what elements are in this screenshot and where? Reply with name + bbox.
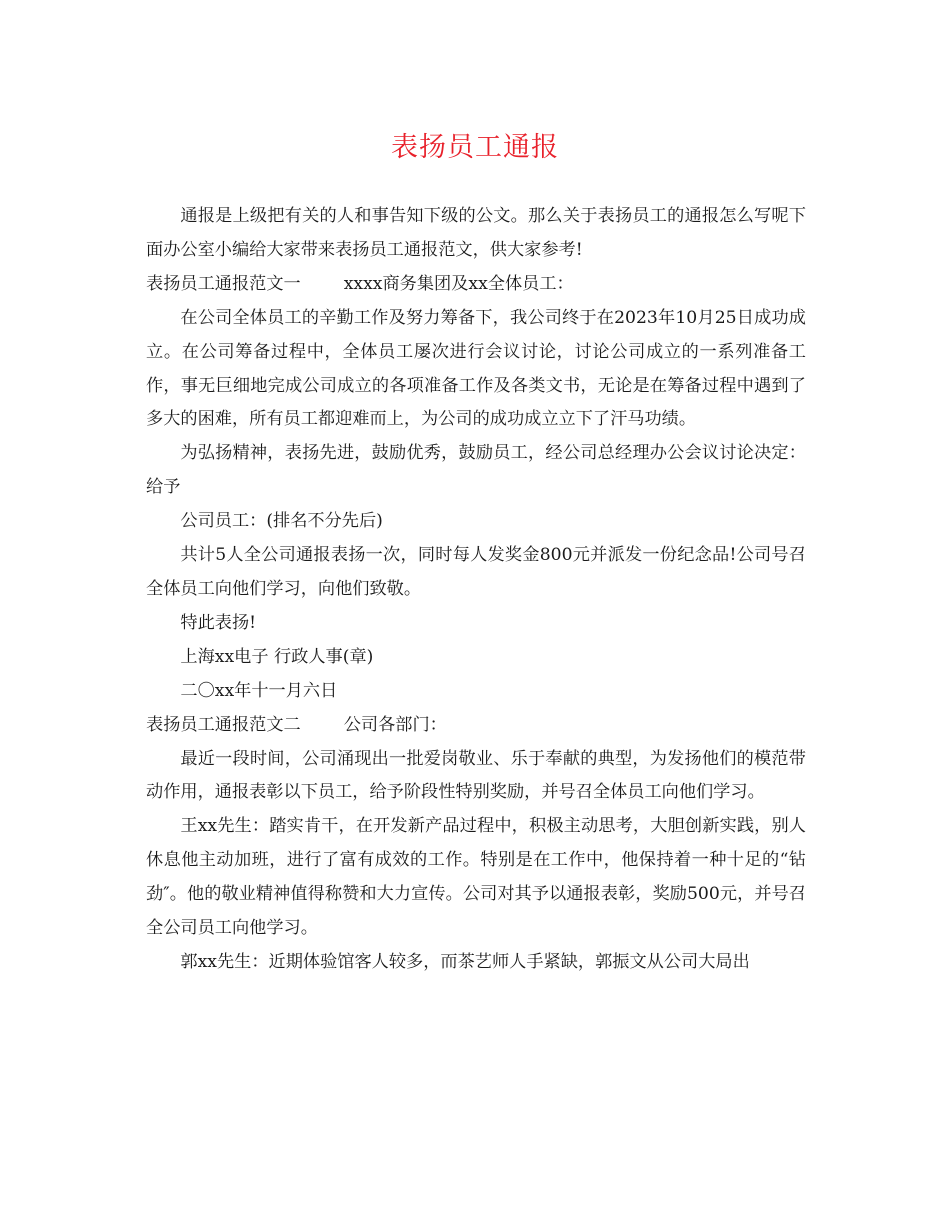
signature-line: 上海xx电子 行政人事(章) — [180, 646, 374, 667]
document-title: 表扬员工通报 — [391, 132, 559, 163]
closing-remark: 特此表扬! — [180, 612, 257, 633]
sample-one-salutation: xxxx商务集团及xx全体员工： — [343, 273, 574, 294]
sample-two-heading-line — [146, 709, 806, 743]
sample-two-heading: 表扬员工通报范文二 — [146, 714, 301, 735]
intro-paragraph: 通报是上级把有关的人和事告知下级的公文。那么关于表扬员工的通报怎么写呢下面办公室小编给大家带来表扬员工通报范文，供大家参考! — [146, 206, 806, 260]
document-body — [146, 200, 806, 980]
body-paragraph: 王xx先生：踏实肯干，在开发新产品过程中，积极主动思考，大胆创新实践，别人休息他主动加班，进行了富有成效的工作。特别是在工作中，他保持着一种十足的“钻劲″。他的敬业精神值得称赞和大力宣传。公司对其予以通报表彰，奖励500元，并号召全公司员工向他学习。 — [146, 816, 806, 939]
body-paragraph: 共计5人全公司通报表扬一次，同时每人发奖金800元并派发一份纪念品!公司号召全体员工向他们学习，向他们致敬。 — [146, 545, 806, 599]
body-paragraph: 郭xx先生：近期体验馆客人较多，而茶艺师人手紧缺，郭振文从公司大局出 — [180, 951, 750, 972]
body-paragraph: 公司员工：(排名不分先后) — [180, 511, 383, 532]
body-paragraph: 为弘扬精神，表扬先进，鼓励优秀，鼓励员工，经公司总经理办公会议讨论决定：给予 — [146, 443, 806, 498]
sample-one-heading: 表扬员工通报范文一 — [146, 273, 301, 294]
sample-two-salutation: 公司各部门： — [343, 714, 447, 735]
date-line: 二〇xx年十一月六日 — [180, 680, 338, 701]
sample-one-heading-line — [146, 268, 806, 302]
body-paragraph: 在公司全体员工的辛勤工作及努力筹备下，我公司终于在2023年10月25日成功成立。在公司筹备过程中，全体员工屡次进行会议讨论，讨论公司成立的一系列准备工作，事无巨细地完成公司成立的各项准备工作及各类文书，无论是在筹备过程中遇到了多大的困难，所有员工都迎难而上，为公司的成功成立立下了汗马功绩。 — [146, 307, 806, 430]
body-paragraph: 最近一段时间，公司涌现出一批爱岗敬业、乐于奉献的典型，为发扬他们的模范带动作用，通报表彰以下员工，给予阶段性特别奖励，并号召全体员工向他们学习。 — [146, 748, 806, 803]
